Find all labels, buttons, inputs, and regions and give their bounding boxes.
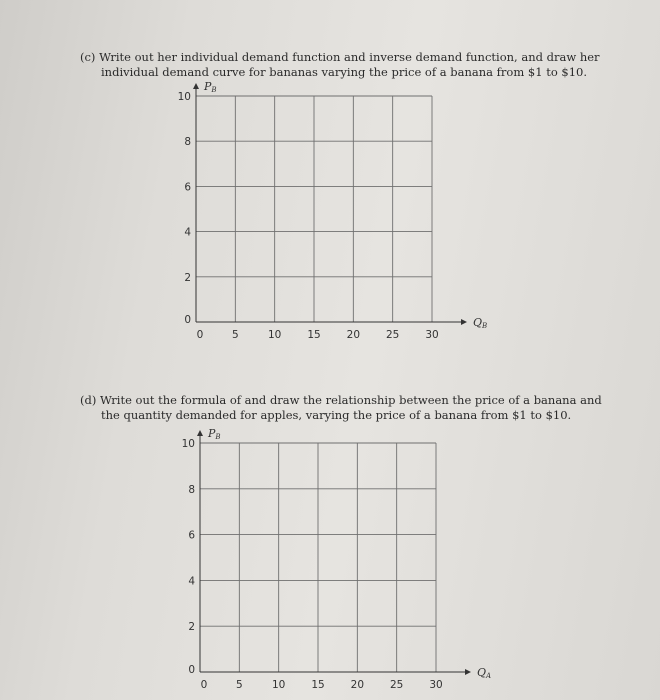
x-tick-label: 20 [350,679,365,691]
y-axis-label-subscript: B [211,86,217,94]
y-tick-label: 0 [188,664,195,676]
question-c-line2: individual demand curve for bananas varying the price of a banana from $1 to $10. [101,65,587,79]
y-axis-label: PB [204,80,217,94]
x-tick-label: 5 [231,329,239,341]
x-axis-label: QB [473,316,488,330]
question-d-line2: the quantity demanded for apples, varying the price of a banana from $1 to $10. [101,408,572,422]
y-tick-label: 2 [188,621,195,634]
y-tick-label: 8 [188,483,195,496]
y-tick-label: 4 [188,575,195,588]
x-tick-label: 0 [200,679,208,691]
y-tick-label: 10 [177,91,191,103]
y-tick-label: 2 [184,271,191,284]
x-tick-label: 30 [425,329,439,341]
x-tick-label: 10 [271,679,286,691]
question-c-line1: (c) Write out her individual demand function and inverse demand function, and draw her [80,50,600,64]
y-axis-label: PB [208,427,221,441]
x-tick-label: 30 [429,679,443,691]
y-axis-label-subscript: B [215,433,221,441]
y-tick-label: 6 [188,529,195,542]
y-tick-label: 0 [184,314,191,326]
x-tick-label: 5 [235,679,243,691]
x-tick-label: 10 [267,329,282,341]
x-tick-label: 15 [307,329,321,341]
x-tick-label: 20 [346,329,361,341]
x-axis-label: QA [477,666,492,680]
x-tick-label: 25 [385,329,400,341]
x-axis-label-subscript: B [482,322,488,330]
y-tick-label: 8 [184,136,191,149]
y-tick-label: 4 [184,226,191,239]
x-axis-arrow [465,669,471,675]
x-tick-label: 0 [196,329,204,341]
y-tick-label: 6 [184,181,191,194]
question-d-line1: (d) Write out the formula of and draw the relationship between the price of a banana and [80,393,602,407]
y-axis-arrow [197,430,203,436]
x-axis-label-subscript: A [486,672,492,680]
y-tick-label: 10 [181,438,195,450]
x-tick-label: 15 [311,679,325,691]
x-tick-label: 25 [389,679,404,691]
